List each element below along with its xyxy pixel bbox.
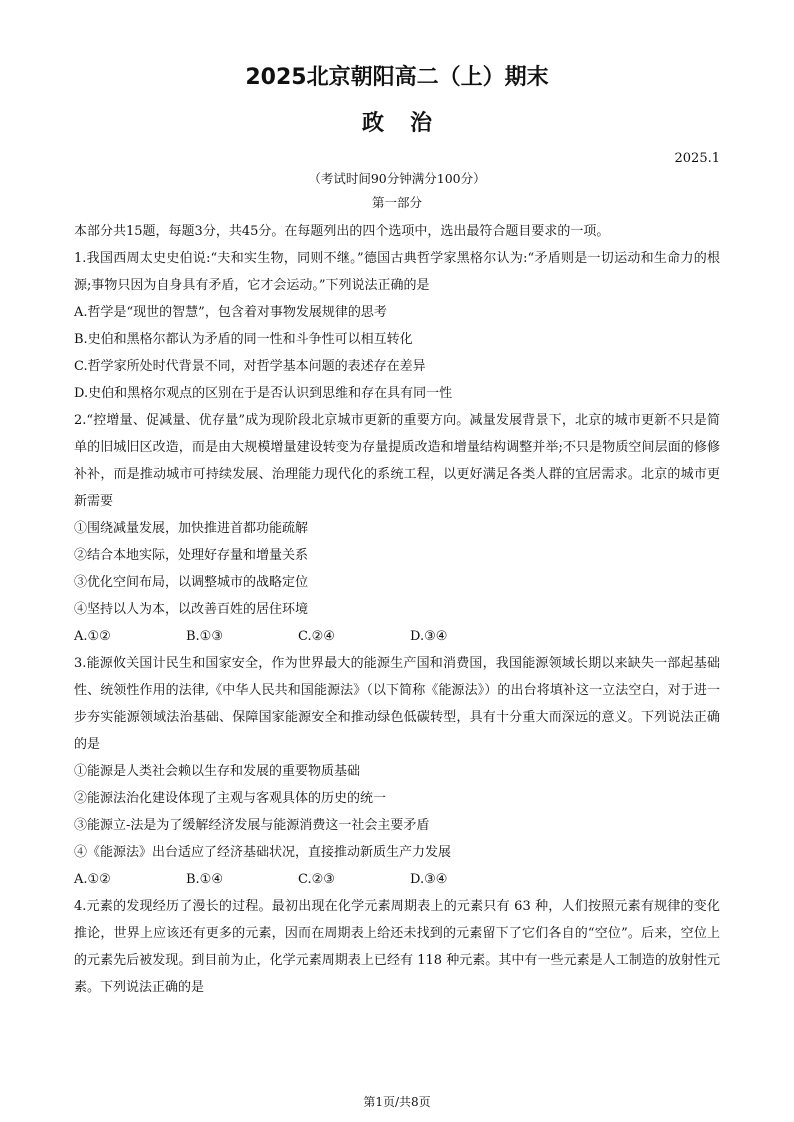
choice-a: A.①②: [74, 629, 111, 644]
choice-d: D.③④: [410, 872, 448, 887]
choice-a: A.①②: [74, 872, 111, 887]
instructions: 本部分共15题，每题3分，共45分。在每题列出的四个选项中，选出最符合题目要求的一项。: [74, 224, 610, 239]
statement-2: ②能源法治化建设体现了主观与客观具体的历史的统一: [74, 791, 387, 806]
question-4: [74, 893, 720, 1001]
question-2: [74, 407, 720, 650]
statement-2: ②结合本地实际，处理好存量和增量关系: [74, 548, 309, 563]
option-a: A.哲学是“现世的智慧”，包含着对事物发展规律的思考: [74, 305, 387, 320]
statement-4: ④坚持以人为本，以改善百姓的居住环境: [74, 602, 309, 617]
statement-3: ③优化空间布局，以调整城市的战略定位: [74, 575, 309, 590]
question-3: [74, 650, 720, 893]
statement-1: ①围绕减量发展，加快推进首都功能疏解: [74, 521, 309, 536]
option-b: B.史伯和黑格尔都认为矛盾的同一性和斗争性可以相互转化: [74, 332, 413, 347]
exam-title: 2025北京朝阳高二（上）期末: [245, 65, 549, 90]
question-1: [74, 245, 720, 407]
choice-b: B.①③: [186, 629, 223, 644]
question-stem: 1.我国西周太史史伯说:“夫和实生物，同则不继。”德国古典哲学家黑格尔认为:“矛盾则是一切运动和生命力的根源;事物只因为自身具有矛盾，它才会运动。”下列说法正确的是: [74, 251, 720, 293]
choice-c: C.②④: [298, 629, 335, 644]
question-stem: 3.能源攸关国计民生和国家安全，作为世界最大的能源生产国和消费国，我国能源领域长期以来缺失一部起基础性、统领性作用的法律,《中华人民共和国能源法》（以下简称《能源法》）的出台将填补这一立法空白，对于进一步夯实能源领域法治基础、保障国家能源安全和推动绿色低碳转型，具有十分重大而深远的意义。下列说法正确的是: [74, 656, 720, 752]
statement-4: ④《能源法》出台适应了经济基础状况，直接推动新质生产力发展: [74, 845, 452, 860]
exam-date: 2025.1: [674, 151, 720, 166]
option-c: C.哲学家所处时代背景不同，对哲学基本问题的表述存在差异: [74, 359, 426, 374]
answer-choices: [74, 866, 720, 893]
subject-title: 政治: [361, 111, 458, 136]
option-d: D.史伯和黑格尔观点的区别在于是否认识到思维和存在具有同一性: [74, 386, 453, 401]
exam-info: （考试时间90分钟满分100分）: [308, 171, 486, 186]
question-stem: 2.“控增量、促减量、优存量”成为现阶段北京城市更新的重要方向。减量发展背景下，北京的城市更新不只是简单的旧城旧区改造，而是由大规模增量建设转变为存量提质改造和增量结构调整并举;不只是物质空间层面的修修补补，而是推动城市可持续发展、治理能力现代化的系统工程，以更好满足各类人群的宜居需求。北京的城市更新需要: [74, 413, 720, 509]
choice-d: D.③④: [410, 629, 448, 644]
part-heading: 第一部分: [371, 195, 422, 210]
page-footer: 第1页/共8页: [363, 1095, 431, 1109]
answer-choices: [74, 623, 720, 650]
statement-1: ①能源是人类社会赖以生存和发展的重要物质基础: [74, 764, 361, 779]
choice-c: C.②③: [298, 872, 335, 887]
choice-b: B.①④: [186, 872, 223, 887]
statement-3: ③能源立-法是为了缓解经济发展与能源消费这一社会主要矛盾: [74, 818, 430, 833]
question-stem: 4.元素的发现经历了漫长的过程。最初出现在化学元素周期表上的元素只有 63 种，人们按照元素有规律的变化推论，世界上应该还有更多的元素，因而在周期表上给还未找到的元素留下了它们各自的“空位”。后来，空位上的元素先后被发现。到目前为止，化学元素周期表上已经有 118 种元素。其中有一些元素是人工制造的放射性元素。下列说法正确的是: [74, 899, 720, 995]
